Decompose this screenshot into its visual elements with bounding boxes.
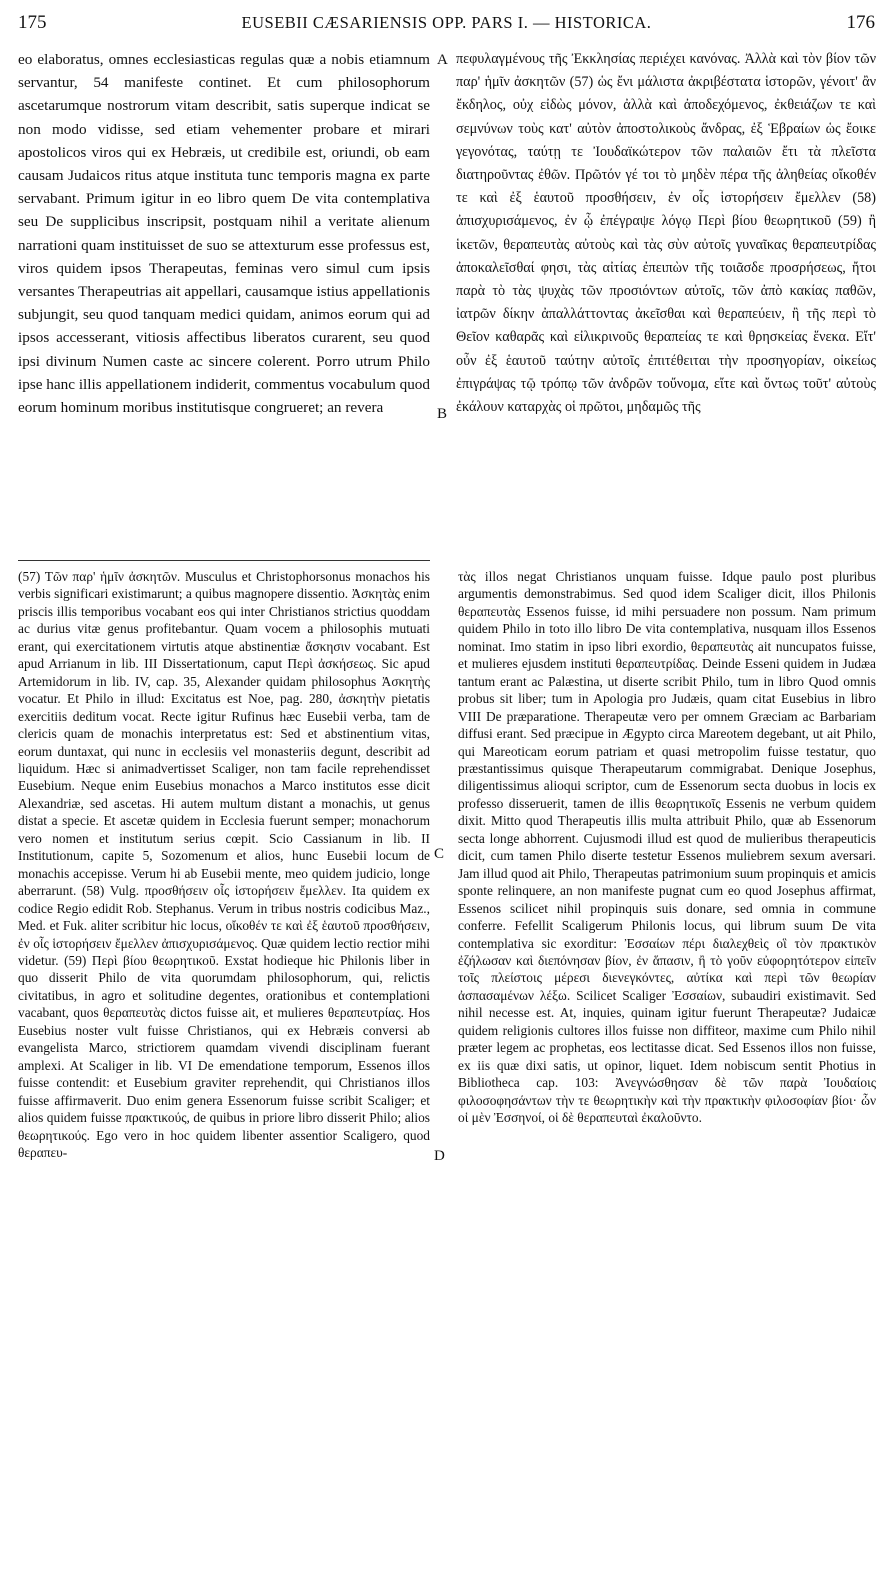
footnote-divider	[18, 560, 430, 561]
margin-marker-d: D	[434, 1148, 445, 1164]
latin-main-text: eo elaboratus, omnes ecclesiasticas regulas quæ a nobis etiamnum servantur, 54 manifeste continet. Et cum philosophorum ascetarumque nostrorum vitam describit, satis superque indicat se non modo vidisse, sed etiam vehementer probare et mirari apostolicos viros qui ex Hebræis, ut credibile est, oriundi, ob eam causam Judaicos ritus atque instituta tunc temporis magna ex parte servabant. Primum igitur in eo libro quem De vita contemplativa seu De supplicibus inscripsit, postquam nihil a veritate alienum narrationi quam instituisset de suo se attexturum esse professus est, viros quidem ipsos Therapeutas, feminas vero simul cum ipsis versantes Therapeutrias ait appellari, causamque istius appellationis subjungit, seu quod tanquam medici quidam, animos eorum qui ad ipsos accesserant, vitiosis affectibus liberatos curarent, seu quod ipsi divinum Numen caste ac sincere colerent. Porro utrum Philo ipse hanc illis appellationem indiderit, commentus vocabulum quod eorum hominum moribus institutisque congrueret; an revera	[18, 51, 430, 417]
footnotes-left-column: (57) Τῶν παρ' ἡμῖν ἀσκητῶν. Musculus et Christophorsonus monachos his verbis significari existimarunt; a quibus magnopere dissentio. Ἀσκητὰς enim priscis illis temporibus vocabant eos qui inter Christianos strictius quoddam ac durius vitæ genus profitebantur. Quam vocem a philosophis mutuati erant, qui exercitationem virtutis atque abstinentiæ ἄσκησιν vocabant. Est apud Arrianum in lib. III Dissertationum, caput Περὶ ἀσκήσεως. Sic apud Artemidorum in lib. IV, cap. 35, Alexander quidam philosophus Ἀσκητὴς vocatur. Et Philo in illud: Excitatus est Noe, pag. 280, ἀσκητὴν pietatis exercitiis deditum vocat. Recte igitur Rufinus hæc Eusebii verba, tam de clericis quam de monachis interpretatus est: Sed et abstinentium vitas, eorum duntaxat, qui nunc in ecclesiis vel monasteriis degunt, describit ad liquidum. Hæc si animadvertisset Scaliger, non tam facile reprehendisset Eusebium. Neque enim Eusebius monachos a Marco institutos esse dicit Alexandriæ, sed ascetas. Hi autem multum distant a monachis, ut genus distat a specie. Et ascetæ quidem in Ecclesia fuerunt semper; monachorum vero nomen et institutum serius cœpit. Scio Cassianum in lib. II Institutionum, capite 5, Sozomenum et alios, hunc Eusebii locum de monachis accepisse. Verum hi ab Eusebii mente, meo quidem judicio, longe aberrarunt. (58) Vulg. προσθήσειν οἷς ἱστορήσειν ἔμελλεν. Ita quidem ex codice Regio edidit Rob. Stephanus. Verum in tribus nostris codicibus Maz., Med. et Fuk. aliter scribitur hic locus, οἴκοθέν τε καὶ ἐξ ἑαυτοῦ προσθήσειν, ἐν οἷς ἱστορήσειν ἔμελλεν ἀπισχυρισάμενος. Quæ quidem lectio rectior mihi videtur. (59) Περὶ βίου θεωρητικοῦ. Exstat hodieque hic Philonis liber in quo disserit Philo de vita quorumdam philosophorum, qui, relictis civitatibus, in agro et solitudine degentes, orationibus et contemplationi vacabant, quos θεραπευτὰς dictos fuisse ait, et mulieres θεραπευτρίας. Hos Eusebius noster vult fuisse Christianos, qui ex Hebræis conversi ab evangelista Marco, strictiorem quamdam vivendi disciplinam fuerant amplexi. At Scaliger in lib. VI De emendatione temporum, Essenos illos fuisse contendit: et Eusebium graviter reprehendit, qui Christianos illos fuisse affirmaverit. Duo enim genera Essenorum fuisse scribit Scaliger; et alios quidem fuisse πρακτικούς, de quibus in priore libro disserit Philo; alios θεωρητικούς. Ego vero in hoc quidem libenter assentior Scaligero, quod θεραπευ-	[18, 569, 430, 1160]
running-header	[18, 10, 875, 36]
page-number-left: 175	[18, 12, 47, 33]
margin-marker-b: B	[437, 406, 448, 422]
margin-marker-c: C	[434, 846, 445, 862]
margin-marker-a: A	[437, 52, 448, 68]
footnotes-right-column: τὰς illos negat Christianos unquam fuisse. Idque paulo post pluribus argumentis demonstrabimus. Sed quod idem Scaliger dicit, illos Philonis θεραπευτὰς Essenos fuisse, id mihi persuadere non possum. Nam primum quidem Philo in toto illo libro De vita contemplativa, nusquam illos Essenos nominat. Imo statim in ipso libri exordio, θεραπευτὰς ait nuncupatos fuisse, et mulieres ejusdem instituti θεραπευτρίδας. Deinde Esseni quidem in Judæa tantum erant ac Palæstina, ut diserte scribit Philo, tum in libro Quod omnis probus sit liber; tum in Apologia pro Judæis, quam citat Eusebius in libro VIII De præparatione. Therapeutæ vero per omnem Græciam ac Barbariam diffusi erant. Sed præcipue in Ægypto circa Mareotem degebant, ut ait Philo, qui Mareoticam eorum patriam et quasi metropolim fuisse testatur, quo præstantissimus quisque Therapeutarum commigrabat. Denique Josephus, diligentissimus alioqui scriptor, cum de Essenorum secta duobus in locis ex professo disseruerit, tamen de illis θεωρητικοῖς Essenis ne verbum quidem dixit. Mitto quod Therapeutis illis multa attribuit Philo, quæ ab Essenorum secta longe abhorrent. Cujusmodi illud est quod de mulieribus therapeuticis dicit, cum tamen Philo diserte testetur Essenos muliebrem sexum aversari. Jam illud quod ait Philo, Therapeutas patrimonium suum propinquis et amicis sponte relinquere, an non manifeste pugnat cum eo quod Josephus affirmat, Essenos scilicet nihil propinquis suis donare, sed omnia in commune conferre. Fefellit Scaligerum Philonis locus, qui librum suum De vita contemplativa sic exorditur: Ἐσσαίων πέρι διαλεχθεὶς οἳ τὸν πρακτικὸν ἐζήλωσαν καὶ διεπόνησαν βίον, ἐν ἅπασιν, ἢ τὸ γοῦν εὐφορητότερον εἰπεῖν τοῖς πλείστοις μέρεσι διενεγκόντες, αὐτίκα καὶ περὶ τῶν θεωρίαν ἀσπασαμένων λέξω. Scilicet Scaliger Ἐσσαίων, subaudiri existimavit. Sed nihil necesse est. At, inquies, quinam igitur fuerunt Therapeutæ? Judaicæ quidem religionis cultores illos fuisse non diffiteor, maxime cum Philo nihil præter legem ac prophetas, eos lectitasse dicat. Sed Essenos illos non fuisse, ex iis quæ dixi satis, ut opinor, liquet. Idem nobiscum sentit Photius in Bibliotheca cap. 103: Ἀνεγνώσθησαν δὲ τῶν παρὰ Ἰουδαίοις φιλοσοφησάντων τὴν τε θεωρητικὴν καὶ τὴν πρακτικὴν φιλοσοφίαν βίοι· ὧν οἱ μὲν Ἐσσηνοί, οἱ δὲ θεραπευταὶ ἐκαλοῦντο.	[458, 569, 876, 1126]
page-number-right: 176	[846, 12, 875, 33]
greek-main-text: πεφυλαγμένους τῆς Ἐκκλησίας περιέχει κανόνας. Ἀλλὰ καὶ τὸν βίον τῶν παρ' ἡμῖν ἀσκητῶν (57) ὡς ἔνι μάλιστα ἀκριβέστατα ἱστορῶν, γένοιτ' ἂν ἔκδηλος, οὐχ εἰδὼς μόνον, ἀλλὰ καὶ ἀποδεχόμενος, ἐκθειάζων τε καὶ σεμνύνων τοὺς κατ' αὐτὸν ἀποστολικοὺς ἄνδρας, ἐξ Ἑβραίων ὡς ἔοικε γεγονότας, ταύτῃ τε Ἰουδαϊκώτερον τῶν παλαιῶν ἔτι τὰ πλεῖστα διατηροῦντας ἐθῶν. Πρῶτόν γέ τοι τὸ μηδὲν πέρα τῆς ἀληθείας οἴκοθέν τε καὶ ἐξ ἑαυτοῦ προσθήσειν, ἐν οἷς ἱστορήσειν ἔμελλεν (58) ἀπισχυρισάμενος, ἐν ᾧ ἐπέγραψε λόγῳ Περὶ βίου θεωρητικοῦ (59) ἢ ἱκετῶν, θεραπευτὰς αὐτοὺς καὶ τὰς σὺν αὐτοῖς γυναῖκας θεραπευτρίδας ἀποκαλεῖσθαί φησι, τὰς αἰτίας ἐπειπὼν τῆς τοιᾶσδε προσρήσεως, ἤτοι παρὰ τὸ τὰς ψυχὰς τῶν προσιόντων αὐτοῖς, τῶν ἀπὸ κακίας παθῶν, ἰατρῶν δίκην ἀπαλλάττοντας ἀκεῖσθαι καὶ θεραπεύειν, ἢ τῆς περὶ τὸ Θεῖον καθαρᾶς καὶ εἰλικρινοῦς θεραπείας τε καὶ θρησκείας ἕνεκα. Εἴτ' οὖν ἐξ ἑαυτοῦ ταύτην αὐτοῖς ἐπιτέθειται τὴν προσηγορίαν, οἰκείως ἐπιγράψας τῷ τρόπῳ τῶν ἀνδρῶν τοὔνομα, εἴτε καὶ ὄντως τοῦτ' αὐτοὺς ἐκάλουν καταρχὰς οἱ πρῶτοι, μηδαμῶς τῆς	[456, 51, 876, 416]
running-title: EUSEBII CÆSARIENSIS OPP. PARS I. — HISTORICA.	[241, 13, 652, 32]
